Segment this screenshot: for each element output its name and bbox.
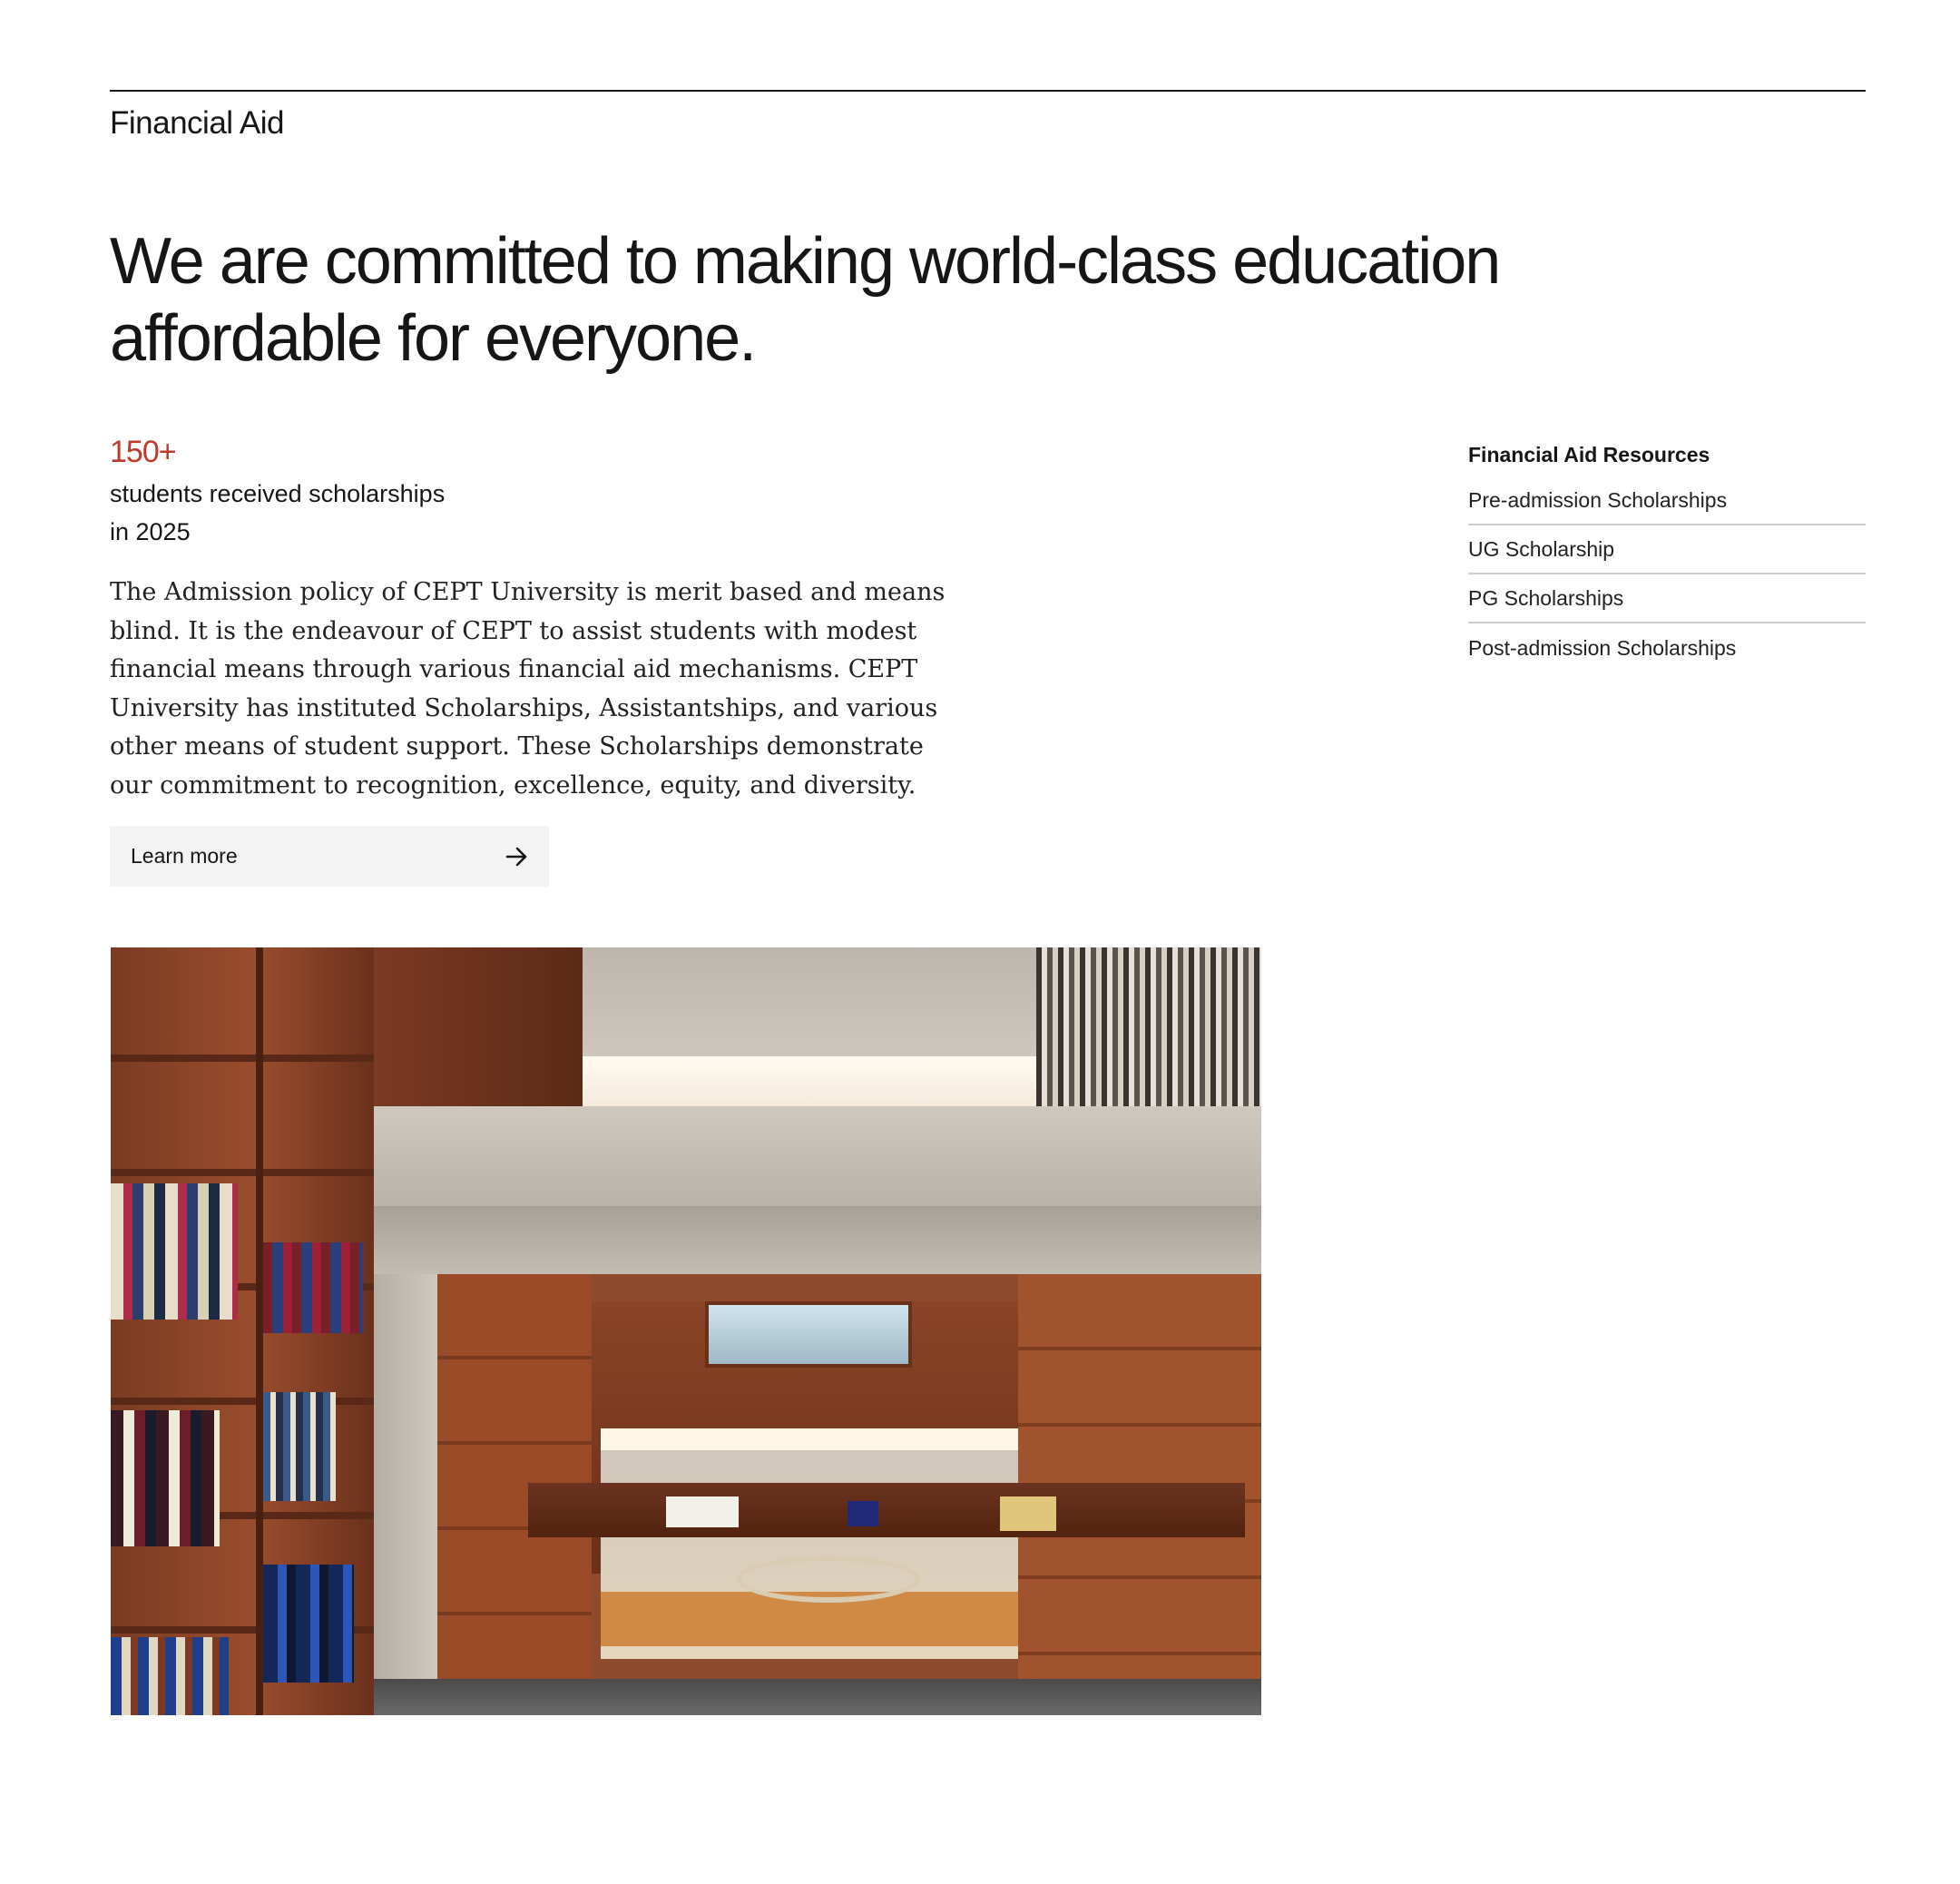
resources-list xyxy=(1468,476,1866,672)
resource-link-post-admission-scholarships[interactable]: Post-admission Scholarships xyxy=(1468,635,1737,660)
stat-number: 150+ xyxy=(110,435,176,469)
arrow-right-icon xyxy=(505,846,529,868)
library-photo xyxy=(111,947,1261,1715)
learn-more-label: Learn more xyxy=(131,844,238,868)
hero-headline: We are committed to making world-class education affordable for everyone. xyxy=(110,225,1500,375)
stat-caption-line: students received scholarships xyxy=(110,480,446,507)
section-title: Financial Aid xyxy=(110,105,284,141)
resources-title: Financial Aid Resources xyxy=(1468,443,1710,466)
financial-aid-resources xyxy=(1468,441,1866,672)
resource-link-ug-scholarship[interactable]: UG Scholarship xyxy=(1468,525,1866,574)
resource-link-pre-admission-scholarships[interactable]: Pre-admission Scholarships xyxy=(1468,476,1866,525)
stat-caption xyxy=(110,475,564,551)
resource-link-pg-scholarships[interactable]: PG Scholarships xyxy=(1468,574,1866,623)
policy-description: The Admission policy of CEPT University is merit based and means blind. It is the endeavour of CEPT to assist students with modest financial means through various financial aid mechanisms. CEPT University has instituted Scholarships, Assistantships, and various other means of student support. These Scholarships demonstrate our commitment to recognition, excellence, equity, and diversity. xyxy=(110,578,946,800)
stat-caption-line: in 2025 xyxy=(110,518,191,545)
learn-more-button[interactable] xyxy=(110,826,549,887)
section-divider xyxy=(110,90,1866,92)
